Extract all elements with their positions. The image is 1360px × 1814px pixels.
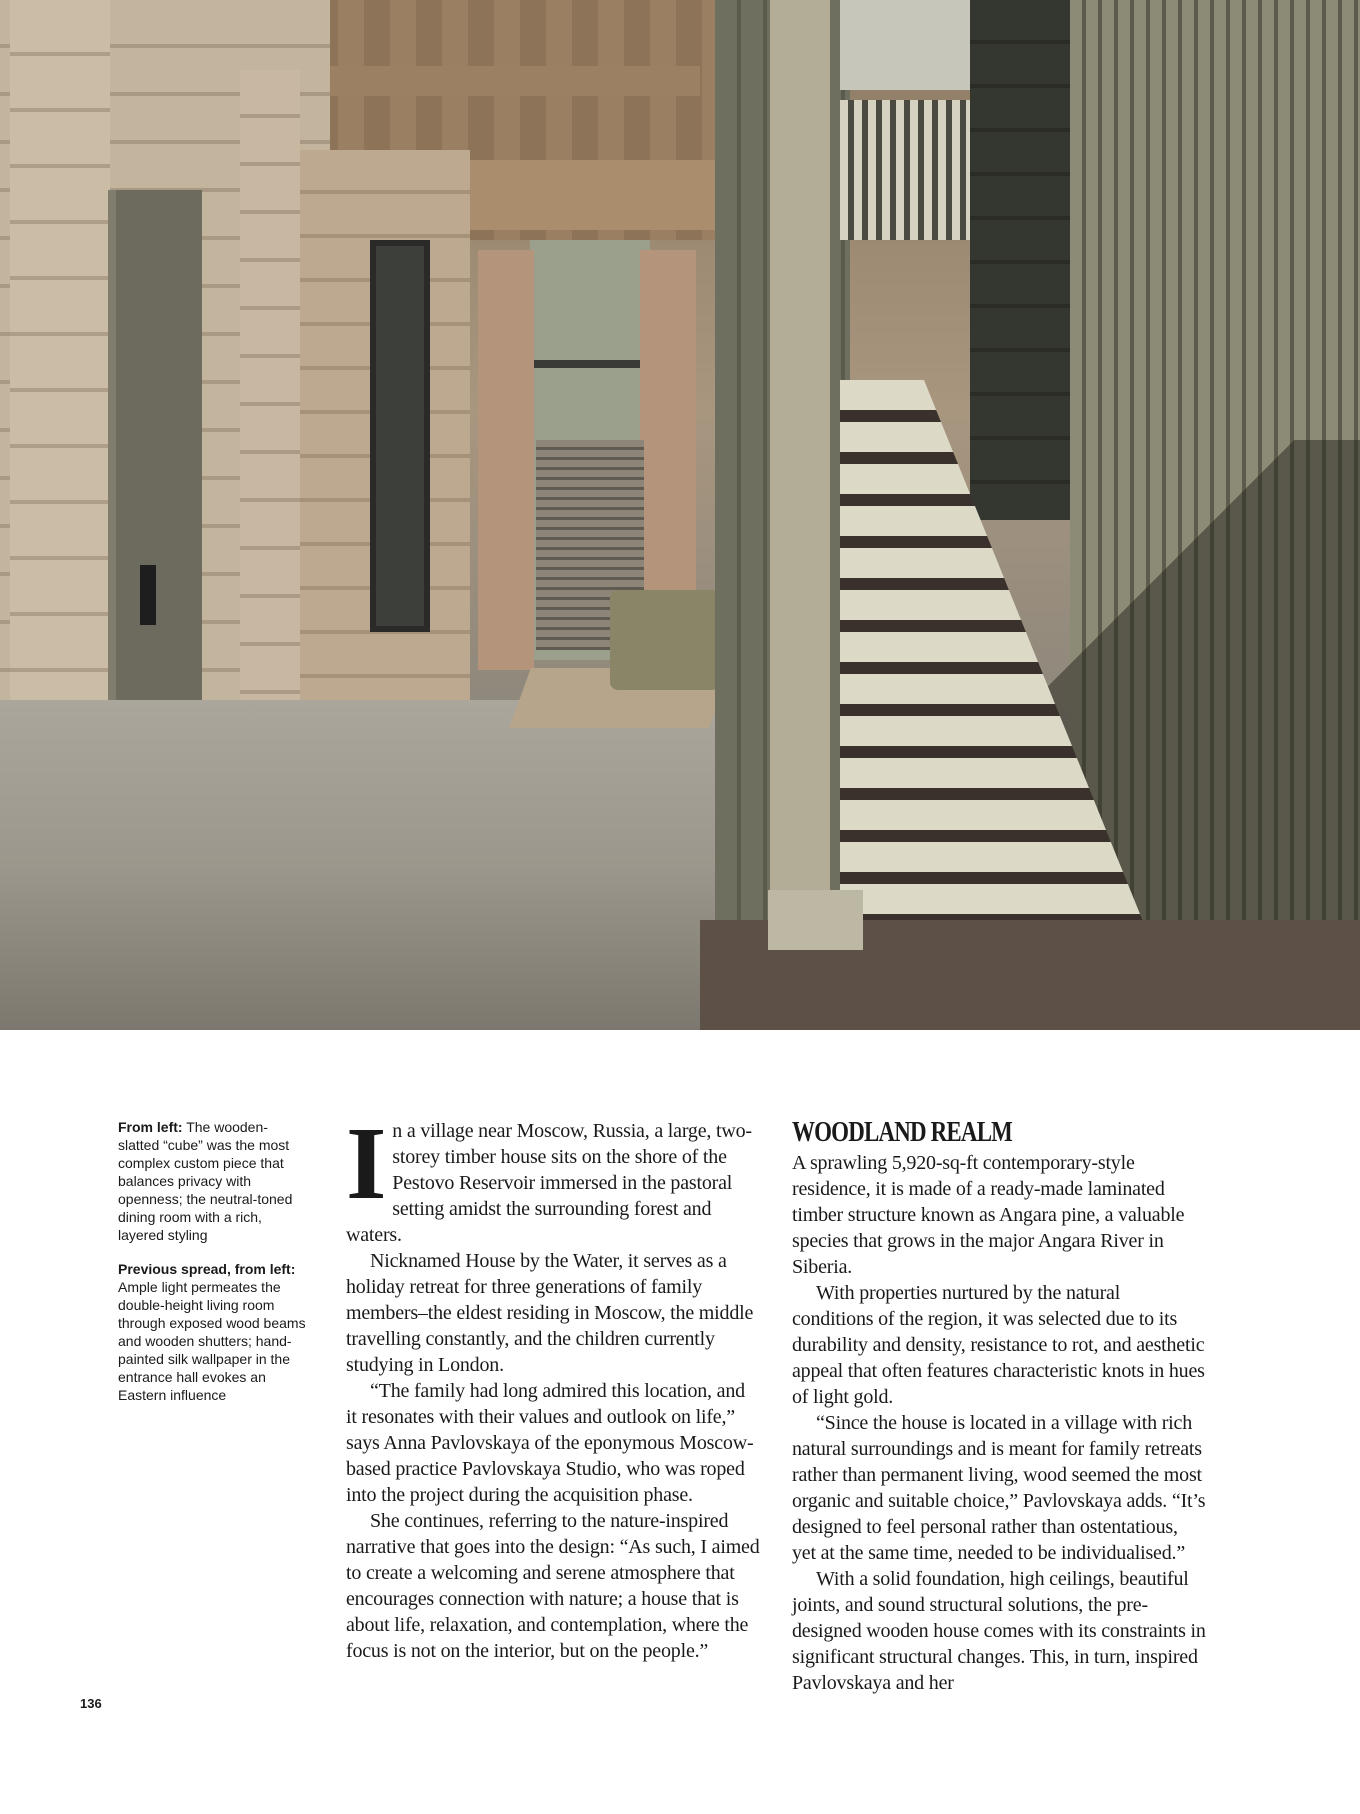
page-number: 136 [80, 1696, 102, 1711]
caption-label: Previous spread, from left: [118, 1261, 296, 1277]
section-subhead: WOODLAND REALM [792, 1117, 1013, 1148]
sofa [610, 590, 720, 690]
door-handle [140, 565, 156, 625]
tall-window [370, 240, 430, 632]
article-paragraph [346, 1106, 760, 1248]
article-paragraph: Nicknamed House by the Water, it serves as a holiday retreat for three generations of family members–the eldest residing in Moscow, the middle travelling constantly, and the children currently studying in London. [346, 1250, 754, 1376]
article-paragraph: With properties nurtured by the natural conditions of the region, it was selected due to its durability and density, resistance to rot, and aesthetic appeal that often features characteristic knots in hues of light gold. [792, 1282, 1205, 1408]
caption-block [118, 1118, 308, 1244]
caption-label: From left: [118, 1119, 183, 1135]
article-column-2 [792, 1118, 1206, 1696]
article-paragraph: She continues, referring to the nature-inspired narrative that goes into the design: “As such, I aimed to create a welcoming and serene atmosphere that encourages connection with nature; a house that is about life, relaxation, and contemplation, where the focus is not on the interior, but on the people.” [346, 1510, 760, 1662]
timber-pillar [240, 70, 300, 790]
caption-block [118, 1260, 308, 1404]
window-mullion [530, 360, 650, 368]
caption-text: The wooden-slatted “cube” was the most complex custom piece that balances privacy with openness; the neutral-toned dining room with a rich, layered styling [118, 1119, 293, 1243]
article-paragraph: “Since the house is located in a village with rich natural surroundings and is meant for family retreats rather than permanent living, wood seemed the most organic and suitable choice,” Pavlovskaya adds. “It’s designed to feel personal rather than ostentatious, yet at the same time, needed to be individualised.” [792, 1412, 1206, 1564]
article-paragraph: “The family had long admired this location, and it resonates with their values and outlook on life,” says Anna Pavlovskaya of the eponymous Moscow-based practice Pavlovskaya Studio, who was roped into the project during the acquisition phase. [346, 1380, 754, 1506]
drop-cap: I [346, 1106, 387, 1221]
curtain-left [478, 250, 534, 670]
stair-base [768, 890, 863, 950]
article-column-1 [346, 1106, 760, 1664]
stair-post [770, 0, 830, 910]
paragraph-text: n a village near Moscow, Russia, a large, two-storey timber house sits on the shore of the Pestovo Reservoir immersed in the pastoral setting amidst the surrounding forest and waters. [346, 1120, 752, 1246]
stone-floor [0, 700, 760, 1030]
upper-railing [840, 100, 970, 240]
skylight [840, 0, 970, 90]
caption-text: Ample light permeates the double-height living room through exposed wood beams and wooden shutters; hand-painted silk wallpaper in the entrance hall evokes an Eastern influence [118, 1279, 306, 1403]
article-paragraph: With a solid foundation, high ceilings, beautiful joints, and sound structural solutions, the pre-designed wooden house comes with its constraints in significant structural changes. This, in turn, inspired Pavlovskaya and her [792, 1568, 1206, 1694]
photo-caption [118, 1118, 308, 1420]
ceiling-beam [280, 66, 700, 96]
article-paragraph: A sprawling 5,920-sq-ft contemporary-style residence, it is made of a ready-made laminated timber structure known as Angara pine, a valuable species that grows in the major Angara River in Siberia. [792, 1152, 1185, 1278]
